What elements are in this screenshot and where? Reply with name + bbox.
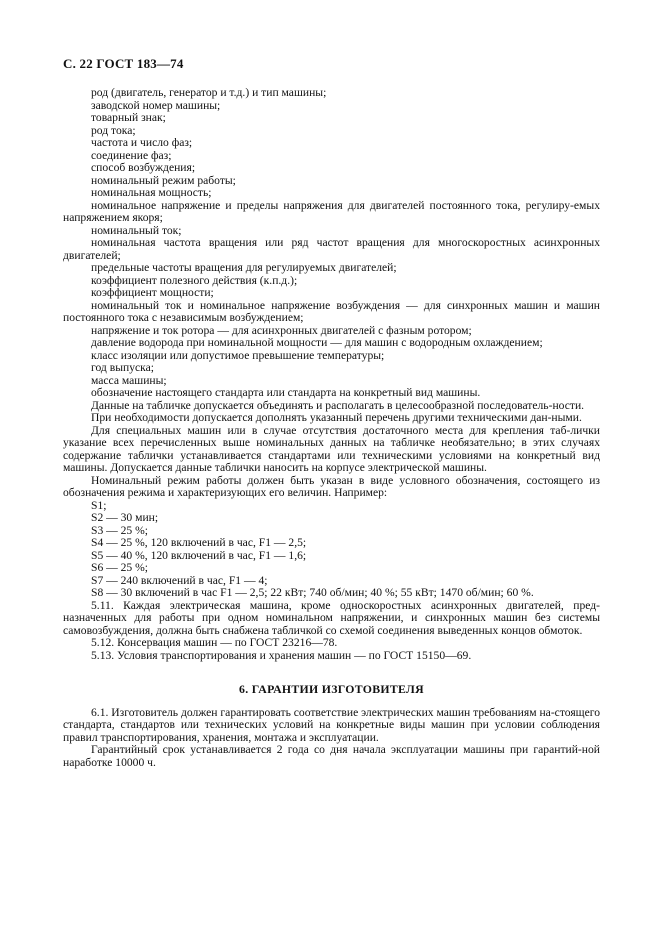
list-item: номинальная мощность; [91,186,212,199]
page-header: С. 22 ГОСТ 183—74 [63,56,184,71]
duty-mode-item: S4 — 25 %, 120 включений в час, F1 — 2,5; [91,536,307,549]
section-title: 6. ГАРАНТИИ ИЗГОТОВИТЕЛЯ [239,682,424,696]
duty-mode-item: S2 — 30 мин; [91,511,159,524]
list-item: род тока; [91,123,136,137]
list-item: напряжение и ток ротора — для асинхронных двигателей с фазным ротором; [91,323,472,337]
nameplate-data-list [63,87,600,400]
list-item: заводской номер машины; [91,98,221,112]
clause-5-11: 5.11. Каждая электрическая машина, кроме односкоростных асинхронных двигателей, пред-назначенных для работы при одном номинальном напряжении, и синхронных машин без системы самовозбуждения, должна быть снабжена табличкой со схемой соединения выведенных концов обмоток. [63,598,600,637]
list-item: давление водорода при номинальной мощности — для машин с водородным охлаждением; [91,336,543,349]
list-item: номинальный ток и номинальное напряжение возбуждения — для синхронных машин и машин постоянного тока с независимым возбуждением; [63,298,600,324]
list-item: номинальная частота вращения или ряд частот вращения для многоскоростных асинхронных двигателей; [63,236,600,262]
list-item: соединение фаз; [91,148,172,162]
paragraph: Для специальных машин или в случае отсутствия достаточного места для крепления таб-лички указание всех перечисленных выше номинальных данных на табличке необязательно; в этих случаях содержание таблички устанавливается стандартами или техническими условиями на конкретный вид машины. Допускается данные таблички наносить на корпусе электрической машины. [63,423,600,474]
duty-mode-item: S5 — 40 %, 120 включений в час, F1 — 1,6; [91,548,307,562]
paragraph: Данные на табличке допускается объединять и располагать в целесообразной последователь-ности. [91,398,585,412]
clause-5-13: 5.13. Условия транспортирования и хранения машин — по ГОСТ 15150—69. [91,648,472,662]
list-item: номинальный ток; [91,223,182,237]
list-item: товарный знак; [91,111,166,124]
duty-mode-item: S3 — 25 %; [91,523,149,537]
list-item: способ возбуждения; [91,161,196,174]
paragraph: Номинальный режим работы должен быть указан в виде условного обозначения, состоящего из обозначения режима и характеризующих его величин. Например: [63,473,600,499]
duty-mode-list [63,500,600,600]
list-item: масса машины; [91,373,167,387]
list-item: частота и число фаз; [91,136,193,149]
list-item: номинальное напряжение и пределы напряжения для двигателей постоянного тока, регулиру-емых напряжением якоря; [63,198,600,224]
duty-mode-item: S6 — 25 %; [91,561,149,574]
list-item: номинальный режим работы; [91,173,236,187]
clause-6-1: 6.1. Изготовитель должен гарантировать соответствие электрических машин требованиям на-стоящего стандарта, стандартов или технических условий на конкретные виды машин при условии соблюдения правил транспортирования, хранения, монтажа и эксплуатации. [63,705,600,744]
paragraph: При необходимости допускается дополнять указанный перечень другими техническими дан-ными. [91,411,582,424]
duty-mode-item: S8 — 30 включений в час F1 — 2,5; 22 кВт; 740 об/мин; 40 %; 55 кВт; 1470 об/мин; 60 %. [91,586,534,599]
list-item: класс изоляции или допустимое превышение температуры; [91,348,385,362]
warranty-paragraph: Гарантийный срок устанавливается 2 года со дня начала эксплуатации машины при гарантий-ной наработке 10000 ч. [63,743,600,769]
duty-mode-item: S7 — 240 включений в час, F1 — 4; [91,573,268,587]
list-item: обозначение настоящего стандарта или стандарта на конкретный вид машины. [91,386,481,399]
clause-5-12: 5.12. Консервация машин — по ГОСТ 23216—78. [91,636,338,649]
list-item: род (двигатель, генератор и т.д.) и тип машины; [91,86,327,99]
duty-mode-item: S1; [91,498,107,512]
list-item: год выпуска; [91,361,154,374]
list-item: коэффициент полезного действия (к.п.д.); [91,273,298,287]
list-item: предельные частоты вращения для регулируемых двигателей; [91,261,397,274]
page-body [63,87,600,769]
list-item: коэффициент мощности; [91,286,214,299]
